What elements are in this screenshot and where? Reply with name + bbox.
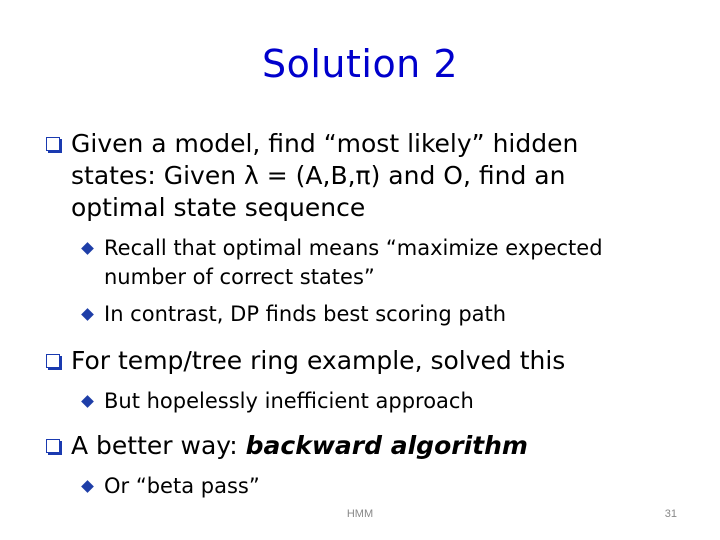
bullet-line: optimal state sequence xyxy=(71,193,366,222)
subbullet-recall-optimal xyxy=(46,234,686,292)
backward-algorithm-emphasis: backward algorithm xyxy=(245,431,528,460)
diamond-bullet-icon xyxy=(81,395,94,408)
checkbox-bullet-icon xyxy=(46,354,60,368)
slide-title: Solution 2 xyxy=(261,42,459,86)
bullet-given-model xyxy=(46,128,686,224)
subbullet-beta-pass xyxy=(46,472,686,501)
bullet-temp-tree xyxy=(46,345,686,377)
footer-title: HMM xyxy=(346,508,374,520)
subbullet-line: In contrast, DP finds best scoring path xyxy=(104,302,507,326)
bullet-line xyxy=(71,430,686,462)
subbullet-line: But hopelessly inefficient approach xyxy=(104,389,474,413)
checkbox-bullet-icon xyxy=(46,137,60,151)
bullet-better-way xyxy=(46,430,686,462)
bullet-line: Given a model, find “most likely” hidden xyxy=(71,129,579,158)
bullet-line: For temp/tree ring example, solved this xyxy=(71,346,566,375)
page-number: 31 xyxy=(664,508,677,520)
subbullet-line: number of correct states” xyxy=(104,265,375,289)
subbullet-line: Or “beta pass” xyxy=(104,474,260,498)
diamond-bullet-icon xyxy=(81,480,94,493)
diamond-bullet-icon xyxy=(81,308,94,321)
slide-content xyxy=(46,128,686,501)
bullet-line: states: Given λ = (A,B,π) and O, find an xyxy=(71,161,566,190)
checkbox-bullet-icon xyxy=(46,439,60,453)
subbullet-inefficient xyxy=(46,387,686,416)
diamond-bullet-icon xyxy=(81,242,94,255)
subbullet-line: Recall that optimal means “maximize expected xyxy=(104,236,603,260)
subbullet-dp-contrast xyxy=(46,300,686,329)
bullet-text-prefix: A better way: xyxy=(71,431,246,460)
